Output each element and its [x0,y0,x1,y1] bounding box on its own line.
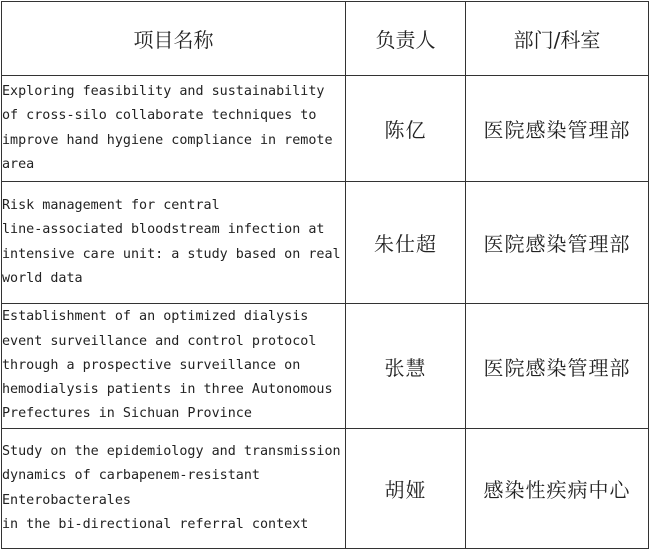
project-title-line: through a prospective surveillance on [2,357,301,373]
header-project-name: 项目名称 [2,2,346,76]
project-department: 医院感染管理部 [466,182,649,304]
project-department: 医院感染管理部 [466,76,649,182]
project-title-line: intensive care unit: a study based on real [2,246,341,262]
table-row [2,304,649,429]
project-lead: 朱仕超 [346,182,466,304]
project-title [2,76,346,182]
project-title-line: Prefectures in Sichuan Province [2,406,252,422]
project-title-line: Risk management for central [2,197,220,213]
project-department: 感染性疾病中心 [466,429,649,549]
project-department: 医院感染管理部 [466,304,649,429]
project-title-line: area [2,156,35,172]
project-title [2,182,346,304]
project-title [2,429,346,549]
project-title-line: in the bi-directional referral context [2,516,309,532]
project-title-line: world data [2,270,83,286]
project-title-line: Enterobacterales [2,492,131,508]
project-title-line: dynamics of carbapenem-resistant [2,468,260,484]
project-title-line: line-associated bloodstream infection at [2,222,325,238]
project-lead: 胡娅 [346,429,466,549]
project-title-line: Exploring feasibility and sustainability [2,83,325,99]
table-row [2,429,649,549]
header-row [2,2,649,76]
project-lead: 张慧 [346,304,466,429]
project-title-line: event surveillance and control protocol [2,333,317,349]
table-row [2,182,649,304]
project-lead: 陈亿 [346,76,466,182]
header-lead: 负责人 [346,2,466,76]
project-table [1,1,649,549]
project-title [2,304,346,429]
table-row [2,76,649,182]
project-title-line: improve hand hygiene compliance in remote [2,132,333,148]
project-title-line: of cross-silo collaborate techniques to [2,108,317,124]
project-title-line: Study on the epidemiology and transmission [2,443,341,459]
project-title-line: hemodialysis patients in three Autonomous [2,382,333,398]
header-department: 部门/科室 [466,2,649,76]
project-title-line: Establishment of an optimized dialysis [2,309,309,325]
